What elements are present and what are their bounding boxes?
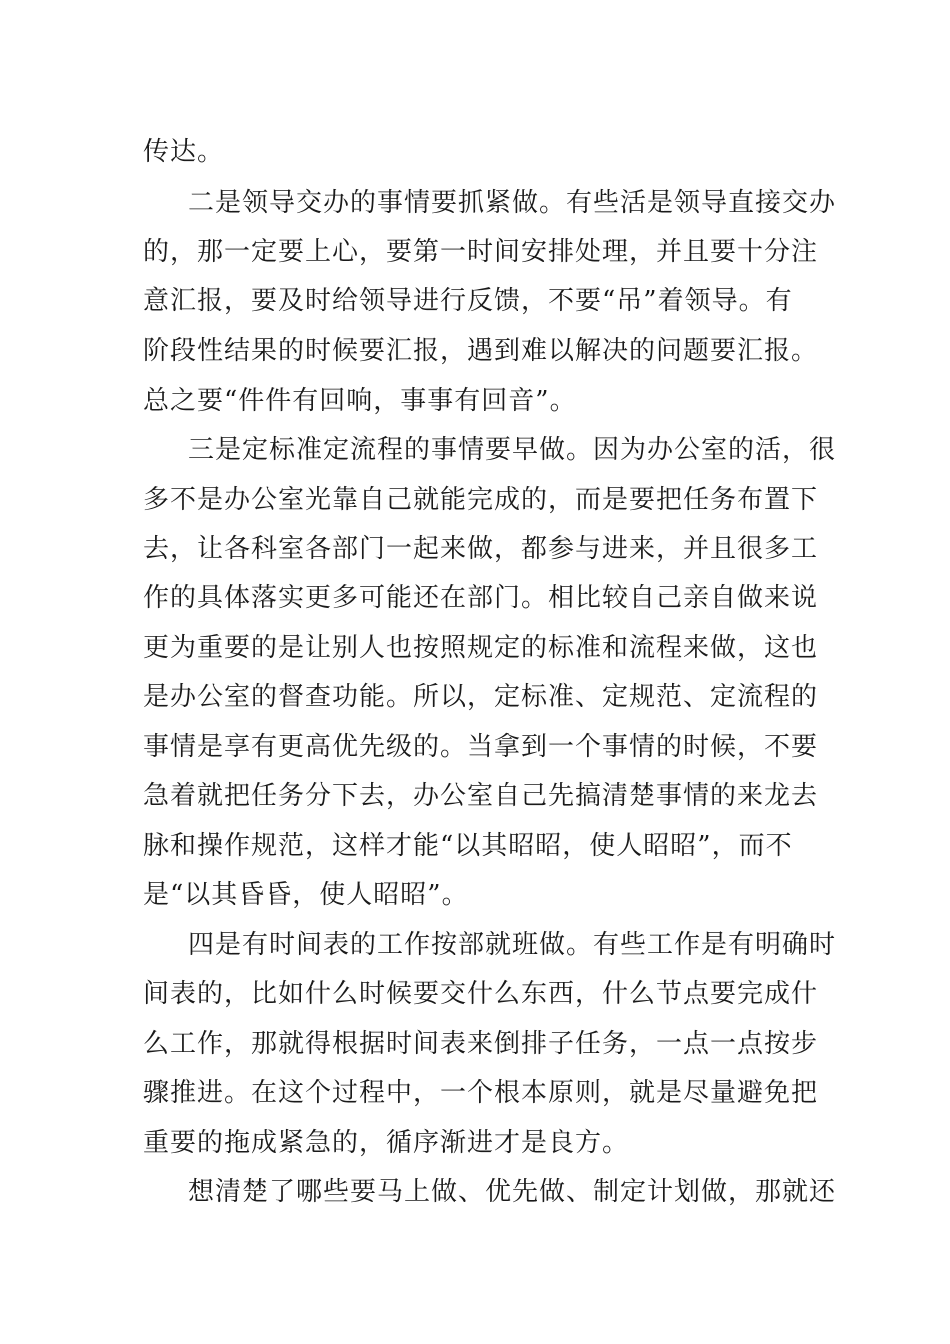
paragraph-3-start: 三是定标准定流程的事情要早做。因为办公室的活，很 [188,435,837,465]
text-line: 传达。 [143,137,225,167]
text-line: 的，那一定要上心，要第一时间安排处理，并且要十分注 [143,237,819,267]
paragraph-4-start: 四是有时间表的工作按部就班做。有些工作是有明确时 [188,930,837,960]
paragraph-2-start: 二是领导交办的事情要抓紧做。有些活是领导直接交办 [188,188,837,218]
text-line: 么工作，那就得根据时间表来倒排子任务，一点一点按步 [143,1029,819,1059]
text-line: 急着就把任务分下去，办公室自己先搞清楚事情的来龙去 [143,781,819,811]
text-line: 是办公室的督查功能。所以，定标准、定规范、定流程的 [143,682,819,712]
text-line: 事情是享有更高优先级的。当拿到一个事情的时候，不要 [143,732,819,762]
text-line: 多不是办公室光靠自己就能完成的，而是要把任务布置下 [143,485,819,515]
text-line: 意汇报，要及时给领导进行反馈，不要“吊”着领导。有 [143,286,793,316]
text-line: 间表的，比如什么时候要交什么东西，什么节点要完成什 [143,979,819,1009]
paragraph-5-start: 想清楚了哪些要马上做、优先做、制定计划做，那就还 [188,1177,837,1207]
text-line: 脉和操作规范，这样才能“以其昭昭，使人昭昭”，而不 [143,831,793,861]
text-line: 是“以其昏昏，使人昭昭”。 [143,880,469,910]
text-line: 作的具体落实更多可能还在部门。相比较自己亲自做来说 [143,583,819,613]
text-line: 阶段性结果的时候要汇报，遇到难以解决的问题要汇报。 [143,336,819,366]
text-line: 骤推进。在这个过程中，一个根本原则，就是尽量避免把 [143,1078,819,1108]
text-line: 更为重要的是让别人也按照规定的标准和流程来做，这也 [143,633,819,663]
text-line: 重要的拖成紧急的，循序渐进才是良方。 [143,1128,630,1158]
text-line: 去，让各科室各部门一起来做，都参与进来，并且很多工 [143,534,819,564]
text-line: 总之要“件件有回响，事事有回音”。 [143,386,577,416]
